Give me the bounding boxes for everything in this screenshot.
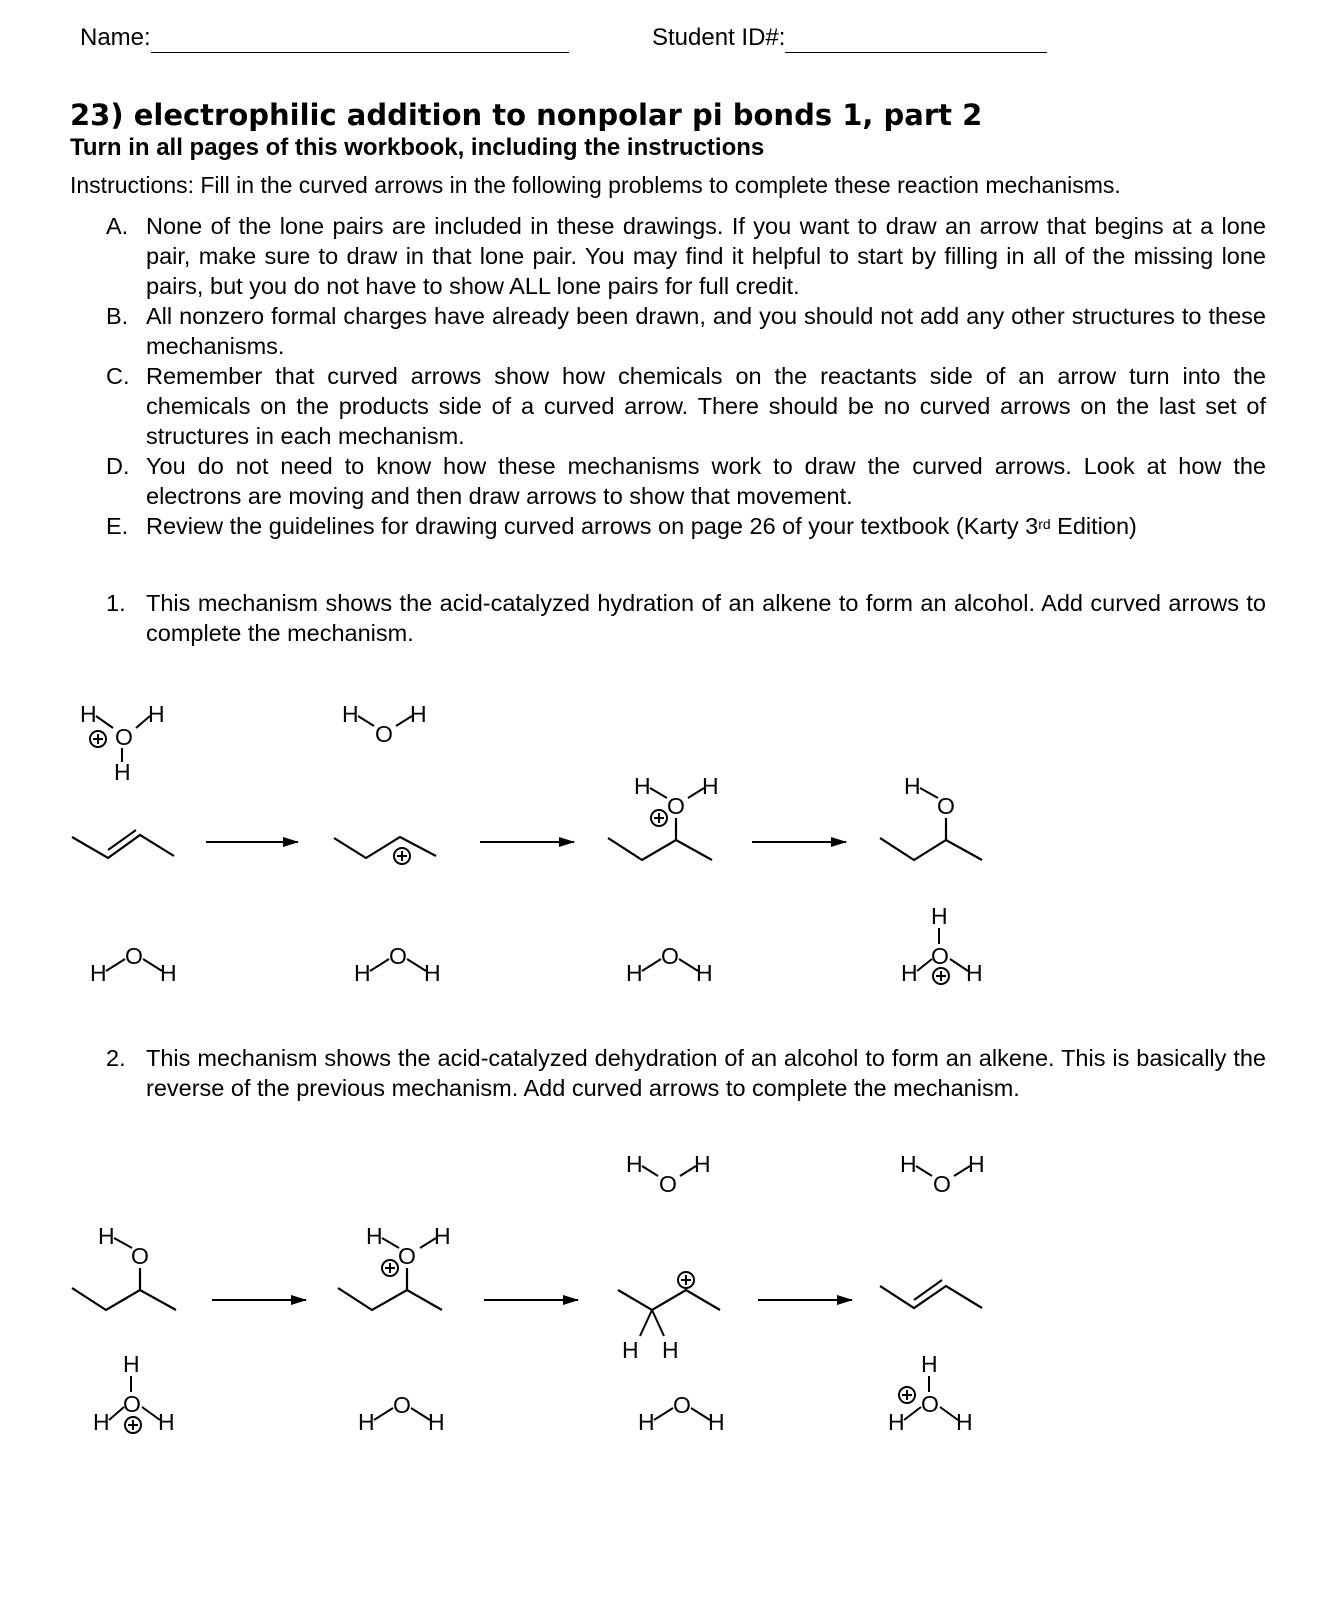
instruction-text: None of the lone pairs are included in these drawings. If you want to draw an arrow that begins at a lone pair, make sure to draw in that lone pair. You may find it helpful to start by filling in all of the missing lone pairs, but you do not have to show ALL lone pairs for full credit.	[146, 213, 1266, 299]
svg-text:O: O	[125, 943, 143, 969]
instruction-text: Remember that curved arrows show how chemicals on the reactants side of an arrow turn into the chemicals on the products side of a curved arrow. There should be no curved arrows on the last set of structures in each mechanism.	[146, 363, 1266, 449]
svg-text:H: H	[904, 773, 921, 799]
svg-text:H: H	[708, 1409, 725, 1435]
hydronium-molecule	[80, 701, 165, 785]
svg-text:H: H	[114, 759, 131, 785]
problem-2	[106, 1043, 1266, 1103]
instruction-text-part: Edition)	[1050, 513, 1137, 539]
instruction-text: You do not need to know how these mechanisms work to draw the curved arrows. Look at how the electrons are moving and then draw arrows to show that movement.	[146, 453, 1266, 509]
instruction-marker: C.	[106, 363, 130, 389]
svg-text:H: H	[366, 1223, 383, 1249]
svg-text:O: O	[131, 1243, 149, 1269]
svg-text:H: H	[98, 1223, 115, 1249]
svg-text:H: H	[354, 960, 371, 986]
svg-text:H: H	[696, 960, 713, 986]
svg-text:O: O	[673, 1392, 691, 1418]
propene-molecule	[72, 830, 174, 858]
alcohol-molecule	[72, 1223, 176, 1310]
svg-text:H: H	[888, 1409, 905, 1435]
hydronium-molecule	[93, 1351, 175, 1435]
water-molecule	[358, 1392, 445, 1435]
instruction-marker: A.	[106, 213, 129, 239]
name-field[interactable]	[80, 24, 569, 53]
svg-text:O: O	[661, 943, 679, 969]
svg-text:H: H	[900, 1151, 917, 1177]
svg-text:O: O	[667, 793, 685, 819]
problem-marker: 1.	[106, 590, 126, 616]
svg-text:H: H	[662, 1337, 679, 1363]
name-label: Name:	[80, 24, 151, 51]
svg-text:H: H	[148, 701, 165, 727]
svg-text:O: O	[659, 1171, 677, 1197]
page-title: 23) electrophilic addition to nonpolar pi bonds 1, part 2	[70, 98, 983, 132]
instruction-marker: E.	[106, 513, 129, 539]
svg-text:H: H	[434, 1223, 451, 1249]
svg-text:H: H	[694, 1151, 711, 1177]
instruction-marker: B.	[106, 303, 129, 329]
svg-text:H: H	[428, 1409, 445, 1435]
water-molecule	[638, 1392, 725, 1435]
protonated-alcohol-molecule	[608, 773, 719, 860]
svg-text:O: O	[937, 793, 955, 819]
problem-1	[106, 588, 1266, 648]
instruction-text: All nonzero formal charges have already been drawn, and you should not add any other structures to these mechanisms.	[146, 303, 1266, 359]
svg-text:H: H	[358, 1409, 375, 1435]
alcohol-molecule	[880, 773, 982, 860]
carbocation-molecule	[334, 837, 436, 864]
svg-text:H: H	[410, 701, 427, 727]
svg-text:O: O	[389, 943, 407, 969]
mechanism-2-diagram[interactable]	[0, 1140, 1331, 1450]
svg-text:H: H	[638, 1409, 655, 1435]
svg-text:H: H	[968, 1151, 985, 1177]
student-id-blank-line	[785, 24, 1047, 53]
water-molecule	[900, 1151, 985, 1197]
propene-molecule	[880, 1280, 982, 1308]
svg-text:H: H	[966, 960, 983, 986]
water-molecule	[626, 1151, 711, 1197]
svg-text:O: O	[931, 943, 949, 969]
svg-text:H: H	[90, 960, 107, 986]
svg-text:H: H	[342, 701, 359, 727]
svg-text:H: H	[626, 1151, 643, 1177]
svg-text:O: O	[393, 1392, 411, 1418]
problem-marker: 2.	[106, 1045, 126, 1071]
svg-text:O: O	[398, 1243, 416, 1269]
instruction-item	[106, 211, 1266, 301]
svg-text:H: H	[93, 1409, 110, 1435]
name-blank-line	[151, 24, 569, 53]
svg-text:H: H	[622, 1337, 639, 1363]
svg-text:O: O	[933, 1171, 951, 1197]
svg-text:H: H	[702, 773, 719, 799]
svg-text:H: H	[80, 701, 97, 727]
svg-text:H: H	[160, 960, 177, 986]
instruction-item	[106, 361, 1266, 451]
instructions-intro: Instructions: Fill in the curved arrows in the following problems to complete these reaction mechanisms.	[70, 172, 1121, 198]
svg-text:H: H	[634, 773, 651, 799]
carbocation-molecule	[618, 1272, 720, 1363]
svg-text:O: O	[123, 1391, 141, 1417]
page-subtitle: Turn in all pages of this workbook, including the instructions	[70, 134, 765, 161]
svg-text:H: H	[158, 1409, 175, 1435]
mechanism-1-diagram[interactable]	[0, 690, 1331, 1010]
water-molecule	[354, 943, 441, 986]
instruction-item	[106, 511, 1266, 541]
protonated-alcohol-molecule	[338, 1223, 451, 1310]
superscript: rd	[1038, 516, 1051, 532]
svg-text:H: H	[931, 903, 948, 929]
svg-text:H: H	[921, 1351, 938, 1377]
svg-text:H: H	[123, 1351, 140, 1377]
water-molecule	[342, 701, 427, 747]
student-id-label: Student ID#:	[652, 24, 786, 51]
hydronium-molecule	[901, 903, 983, 986]
instruction-text-part: Review the guidelines for drawing curved arrows on page 26 of your textbook (Karty 3	[146, 513, 1039, 539]
svg-text:O: O	[921, 1391, 939, 1417]
instructions-list	[106, 211, 1266, 541]
instruction-marker: D.	[106, 453, 130, 479]
svg-text:H: H	[956, 1409, 973, 1435]
svg-text:H: H	[424, 960, 441, 986]
water-molecule	[90, 943, 177, 986]
svg-text:O: O	[375, 721, 393, 747]
student-id-field[interactable]	[652, 24, 1047, 53]
instruction-item	[106, 301, 1266, 361]
svg-text:H: H	[901, 960, 918, 986]
problem-text: This mechanism shows the acid-catalyzed dehydration of an alcohol to form an alkene. This is basically the reverse of the previous mechanism. Add curved arrows to complete the mechanism.	[146, 1045, 1266, 1101]
svg-text:H: H	[626, 960, 643, 986]
svg-text:O: O	[115, 724, 133, 750]
instruction-text	[146, 511, 1266, 541]
problem-text: This mechanism shows the acid-catalyzed hydration of an alkene to form an alcohol. Add curved arrows to complete the mechanism.	[146, 590, 1266, 646]
hydronium-molecule	[888, 1351, 973, 1435]
instruction-item	[106, 451, 1266, 511]
water-molecule	[626, 943, 713, 986]
